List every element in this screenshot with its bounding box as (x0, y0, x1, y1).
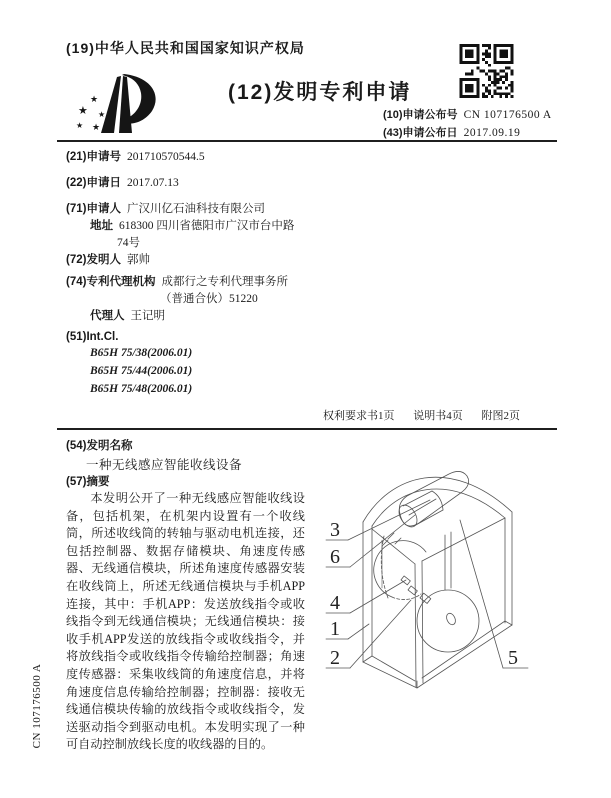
classification-item: B65H 75/38(2006.01) (90, 347, 193, 359)
classification-item: B65H 75/44(2006.01) (90, 365, 193, 377)
figure-ref-6: 6 (330, 546, 340, 568)
address-row (90, 218, 294, 234)
figure-ref-2: 2 (330, 647, 340, 669)
agency-row-2 (160, 291, 258, 307)
publication-date-line (383, 124, 520, 140)
publication-date-label: (43)申请公布日 (383, 127, 458, 139)
pages-summary (57, 407, 520, 423)
abstract-section-label: (57)摘要 (66, 476, 110, 488)
address-line2: 74号 (117, 237, 140, 249)
document-type-title: (12)发明专利申请 (228, 81, 412, 104)
svg-text:★: ★ (92, 123, 101, 133)
agent-label: 代理人 (90, 310, 125, 322)
claims-pages: 权利要求书1页 (323, 410, 395, 422)
figure-ref-5: 5 (508, 647, 518, 669)
filing-date-row (66, 175, 179, 191)
header-divider (57, 140, 557, 142)
application-number-row (66, 149, 205, 165)
patent-figure (300, 440, 611, 730)
int-cl-label: (51)Int.Cl. (66, 331, 119, 343)
filing-date-label: (22)申请日 (66, 177, 121, 189)
agency-row (66, 274, 288, 290)
classification-item: B65H 75/48(2006.01) (90, 383, 193, 395)
publication-number-line (383, 106, 552, 122)
application-number: 201710570544.5 (126, 151, 205, 163)
agent-name: 王记明 (130, 310, 165, 322)
svg-text:★: ★ (78, 104, 88, 117)
description-pages: 说明书4页 (413, 410, 463, 422)
invention-title: 一种无线感应智能收线设备 (86, 458, 243, 472)
applicant-row (66, 201, 265, 217)
body-divider (57, 428, 557, 430)
qr-code-icon (458, 44, 515, 98)
inventor-name: 郭帅 (126, 254, 150, 266)
agency-line2: （普通合伙）51220 (160, 293, 258, 305)
office-name: (19)中华人民共和国国家知识产权局 (66, 40, 305, 56)
agent-row (90, 308, 165, 324)
publication-date: 2017.09.19 (463, 127, 521, 139)
publication-number: CN 107176500 A (463, 109, 552, 121)
side-publication-number: CN 107176500 A (31, 663, 43, 749)
figure-ref-3: 3 (330, 519, 340, 541)
abstract-text: 本发明公开了一种无线感应智能收线设备，包括机架，在机架内设置有一个收线筒，所述收线筒的转轴与驱动电机连接，还包括控制器、数据存储模块、角速度传感器、无线通信模块，所述角速度传感器安装在收线筒上，所述无线通信模块与手机APP连接，其中：手机APP：发送放线指令或收线指令到无线通信模块；无线通信模块：接收手机APP发送的放线指令或收线指令，并将放线指令或收线指令传输给控制器；角速度传感器：采集收线筒的角速度信息，并将角速度信息传输给控制器；控制器：接收无线通信模块传输的放线指令或收线指令，发送驱动指令到驱动电机。本发明实现了一种可自动控制放线长度的收线器的目的。 (66, 491, 305, 752)
applicant-name: 广汉川亿石油科技有限公司 (126, 203, 265, 215)
agency-label: (74)专利代理机构 (66, 276, 156, 288)
inventor-row (66, 252, 150, 268)
publication-number-label: (10)申请公布号 (383, 109, 458, 121)
inventor-label: (72)发明人 (66, 254, 121, 266)
agency-name: 成都行之专利代理事务所 (161, 276, 288, 288)
title-section-label: (54)发明名称 (66, 440, 133, 452)
svg-text:★: ★ (90, 95, 99, 105)
svg-text:★: ★ (76, 121, 84, 130)
address-label: 地址 (90, 220, 113, 232)
cnipa-logo-icon (72, 70, 180, 140)
application-number-label: (21)申请号 (66, 151, 121, 163)
figure-ref-1: 1 (330, 618, 340, 640)
int-cl-row (66, 329, 118, 345)
figure-ref-4: 4 (330, 592, 340, 614)
address-row-2 (117, 235, 140, 251)
svg-text:★: ★ (98, 110, 106, 119)
filing-date: 2017.07.13 (126, 177, 179, 189)
applicant-label: (71)申请人 (66, 203, 121, 215)
drawings-pages: 附图2页 (481, 410, 520, 422)
address-line1: 618300 四川省德阳市广汉市台中路 (119, 220, 295, 232)
